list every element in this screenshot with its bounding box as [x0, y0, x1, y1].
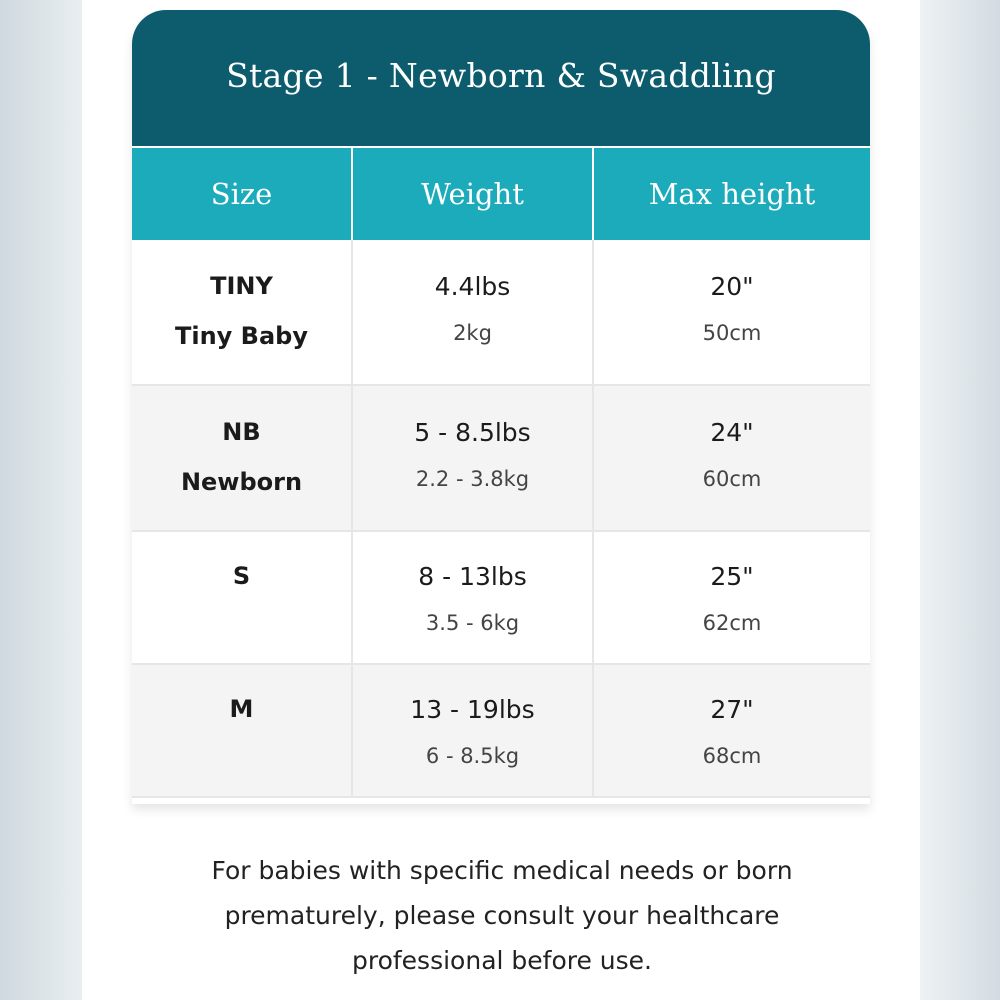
height-cm: 60cm: [702, 467, 762, 491]
weight-lbs: 8 - 13lbs: [418, 562, 527, 591]
table-row: [132, 385, 870, 531]
backdrop-right: [920, 0, 1000, 1000]
height-in: 25": [710, 562, 754, 591]
height-cell: [593, 664, 870, 797]
height-in: 24": [710, 418, 754, 447]
weight-cell: [352, 531, 593, 664]
size-name: Newborn: [180, 468, 303, 496]
disclaimer-line: For babies with specific medical needs or born: [211, 856, 793, 885]
disclaimer-line: prematurely, please consult your healthcare: [224, 901, 780, 930]
size-code: NB: [222, 418, 261, 446]
height-in: 27": [710, 695, 754, 724]
size-cell: [132, 240, 352, 385]
height-in: 20": [710, 272, 754, 301]
page: [82, 0, 920, 1000]
weight-lbs: 13 - 19lbs: [410, 695, 535, 724]
disclaimer-line: professional before use.: [351, 946, 653, 975]
header-max-height: Max height: [593, 148, 870, 240]
size-cell: [132, 531, 352, 664]
height-cell: [593, 240, 870, 385]
card-title: Stage 1 - Newborn & Swaddling: [226, 55, 776, 95]
size-code: S: [232, 562, 251, 590]
table-row: [132, 531, 870, 664]
size-cell: [132, 385, 352, 531]
weight-kg: 6 - 8.5kg: [425, 744, 520, 768]
weight-lbs: 5 - 8.5lbs: [414, 418, 531, 447]
weight-lbs: 4.4lbs: [434, 272, 511, 301]
height-cell: [593, 385, 870, 531]
weight-cell: [352, 664, 593, 797]
table-row: [132, 240, 870, 385]
weight-cell: [352, 385, 593, 531]
height-cm: 68cm: [702, 744, 762, 768]
backdrop-left: [0, 0, 82, 1000]
header-size: Size: [132, 148, 352, 240]
card-header: [132, 10, 870, 148]
weight-cell: [352, 240, 593, 385]
height-cm: 50cm: [702, 321, 762, 345]
height-cm: 62cm: [702, 611, 762, 635]
weight-kg: 2.2 - 3.8kg: [415, 467, 530, 491]
size-chart-card: [132, 10, 870, 804]
height-cell: [593, 531, 870, 664]
table-row: [132, 664, 870, 797]
size-name: Tiny Baby: [175, 322, 308, 350]
header-weight: Weight: [352, 148, 593, 240]
size-table: [132, 148, 870, 798]
weight-kg: 3.5 - 6kg: [425, 611, 520, 635]
size-code: M: [229, 695, 254, 723]
size-cell: [132, 664, 352, 797]
weight-kg: 2kg: [453, 321, 492, 345]
medical-disclaimer: [142, 848, 862, 983]
table-header-row: [132, 148, 870, 240]
size-code: TINY: [210, 272, 273, 300]
